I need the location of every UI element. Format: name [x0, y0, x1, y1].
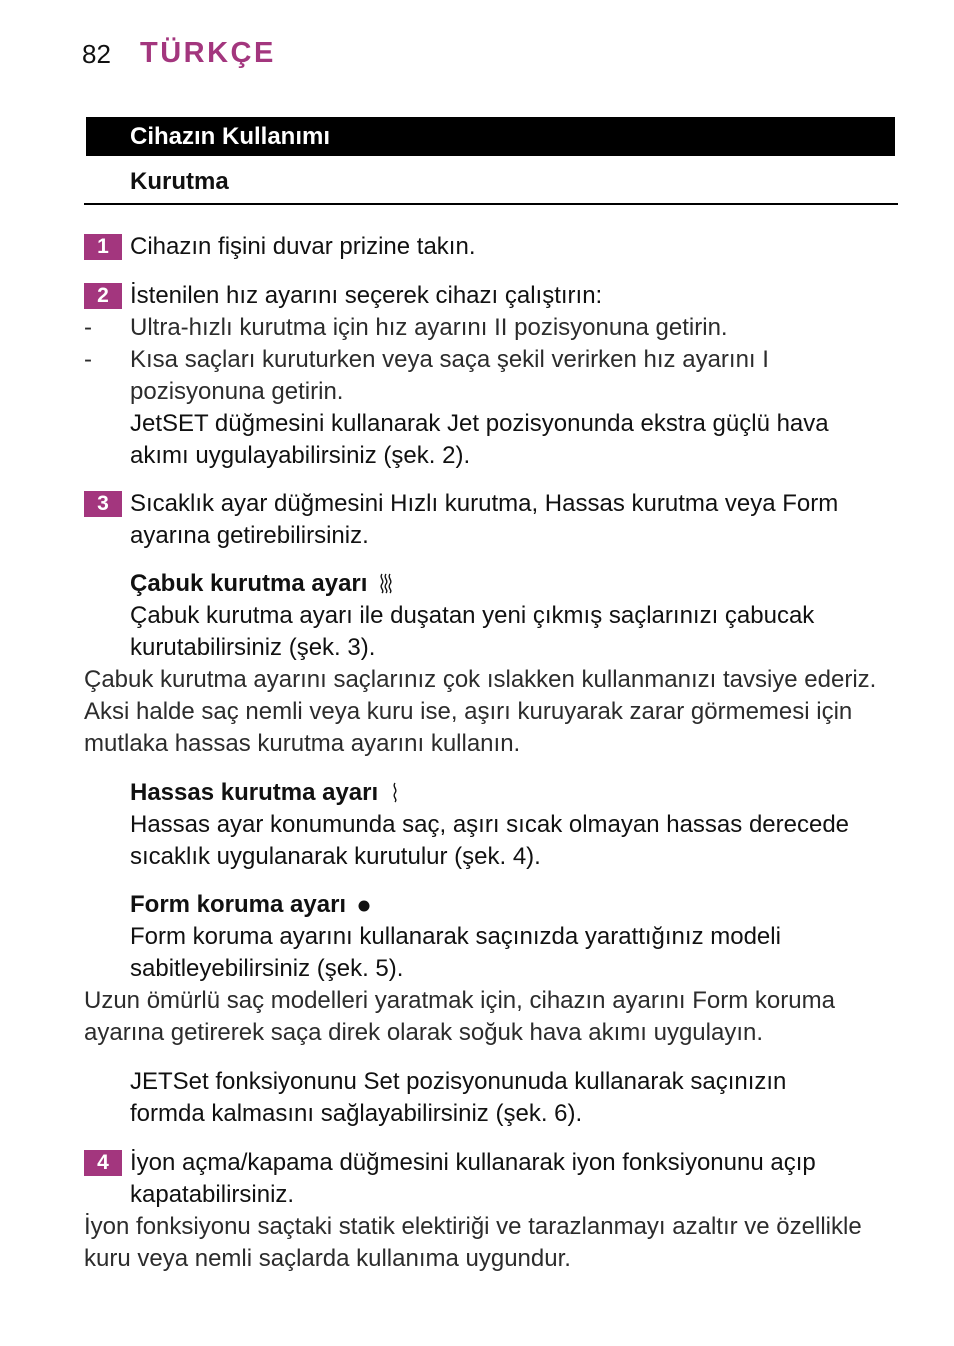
step-4-text: kapatabilirsiniz. — [130, 1181, 295, 1208]
bullet-text: Kısa saçları kuruturken veya saça şekil verirken hız ayarını I — [130, 346, 769, 373]
step-3-text: ayarına getirebilirsiniz. — [130, 522, 369, 549]
quick-dry-heading-text: Çabuk kurutma ayarı — [130, 570, 368, 597]
form-setting-text: Form koruma ayarını kullanarak saçınızda yarattığınız modeli — [130, 923, 781, 950]
gentle-dry-heading — [130, 777, 399, 809]
step-1-text: Cihazın fişini duvar prizine takın. — [130, 233, 476, 260]
gentle-dry-text: sıcaklık uygulanarak kurutulur (şek. 4). — [130, 843, 541, 870]
step-4-text: İyon açma/kapama düğmesini kullanarak iyon fonksiyonunu açıp — [130, 1149, 816, 1176]
form-setting-heading — [130, 889, 371, 921]
step-4-note: kuru veya nemli saçlarda kullanıma uygundur. — [84, 1245, 571, 1272]
jetset-text: akımı uygulayabilirsiniz (şek. 2). — [130, 442, 471, 469]
language-label: TÜRKÇE — [140, 37, 276, 69]
step-4-note: İyon fonksiyonu saçtaki statik elektiriği ve tarazlanmayı azaltır ve özellikle — [84, 1213, 862, 1240]
quick-dry-text: kurutabilirsiniz (şek. 3). — [130, 634, 376, 661]
section-divider — [84, 203, 898, 205]
form-setting-heading-text: Form koruma ayarı — [130, 891, 347, 918]
jetset-text: JetSET düğmesini kullanarak Jet pozisyonunda ekstra güçlü hava — [130, 410, 829, 437]
quick-dry-text: Çabuk kurutma ayarı ile duşatan yeni çıkmış saçlarınızı çabucak — [130, 602, 815, 629]
bullet-text: pozisyonuna getirin. — [130, 378, 344, 405]
quick-dry-note: Çabuk kurutma ayarını saçlarınız çok ıslakken kullanmanızı tavsiye ederiz. — [84, 666, 877, 693]
bullet-marker: - — [84, 314, 92, 341]
three-wave-heat-icon — [378, 572, 392, 594]
step-3-badge: 3 — [84, 491, 122, 517]
bullet-marker: - — [84, 346, 92, 373]
bullet-text: Ultra-hızlı kurutma için hız ayarını II pozisyonuna getirin. — [130, 314, 728, 341]
step-2-text: İstenilen hız ayarını seçerek cihazı çalıştırın: — [130, 282, 603, 309]
gentle-dry-heading-text: Hassas kurutma ayarı — [130, 779, 379, 806]
quick-dry-heading — [130, 568, 392, 600]
gentle-dry-text: Hassas ayar konumunda saç, aşırı sıcak olmayan hassas derecede — [130, 811, 850, 838]
quick-dry-note: mutlaka hassas kurutma ayarını kullanın. — [84, 730, 521, 757]
page-number: 82 — [82, 39, 111, 69]
step-4-badge: 4 — [84, 1150, 122, 1176]
form-setting-note: Uzun ömürlü saç modelleri yaratmak için, cihazın ayarını Form koruma — [84, 987, 835, 1014]
form-setting-note: ayarına getirerek saça direk olarak soğuk hava akımı uygulayın. — [84, 1019, 764, 1046]
jetset-set-text: formda kalmasını sağlayabilirsiniz (şek. 6). — [130, 1100, 583, 1127]
single-wave-heat-icon — [389, 781, 399, 803]
quick-dry-note: Aksi halde saç nemli veya kuru ise, aşırı kuruyarak zarar görmemesi için — [84, 698, 853, 725]
dot-icon — [357, 899, 371, 913]
form-setting-text: sabitleyebilirsiniz (şek. 5). — [130, 955, 404, 982]
jetset-set-text: JETSet fonksiyonunu Set pozisyonunuda kullanarak saçınızın — [130, 1068, 787, 1095]
subsection-title: Kurutma — [130, 168, 229, 195]
section-title: Cihazın Kullanımı — [130, 123, 331, 150]
step-2-badge: 2 — [84, 283, 122, 309]
step-3-text: Sıcaklık ayar düğmesini Hızlı kurutma, Hassas kurutma veya Form — [130, 490, 839, 517]
step-1-badge: 1 — [84, 234, 122, 260]
